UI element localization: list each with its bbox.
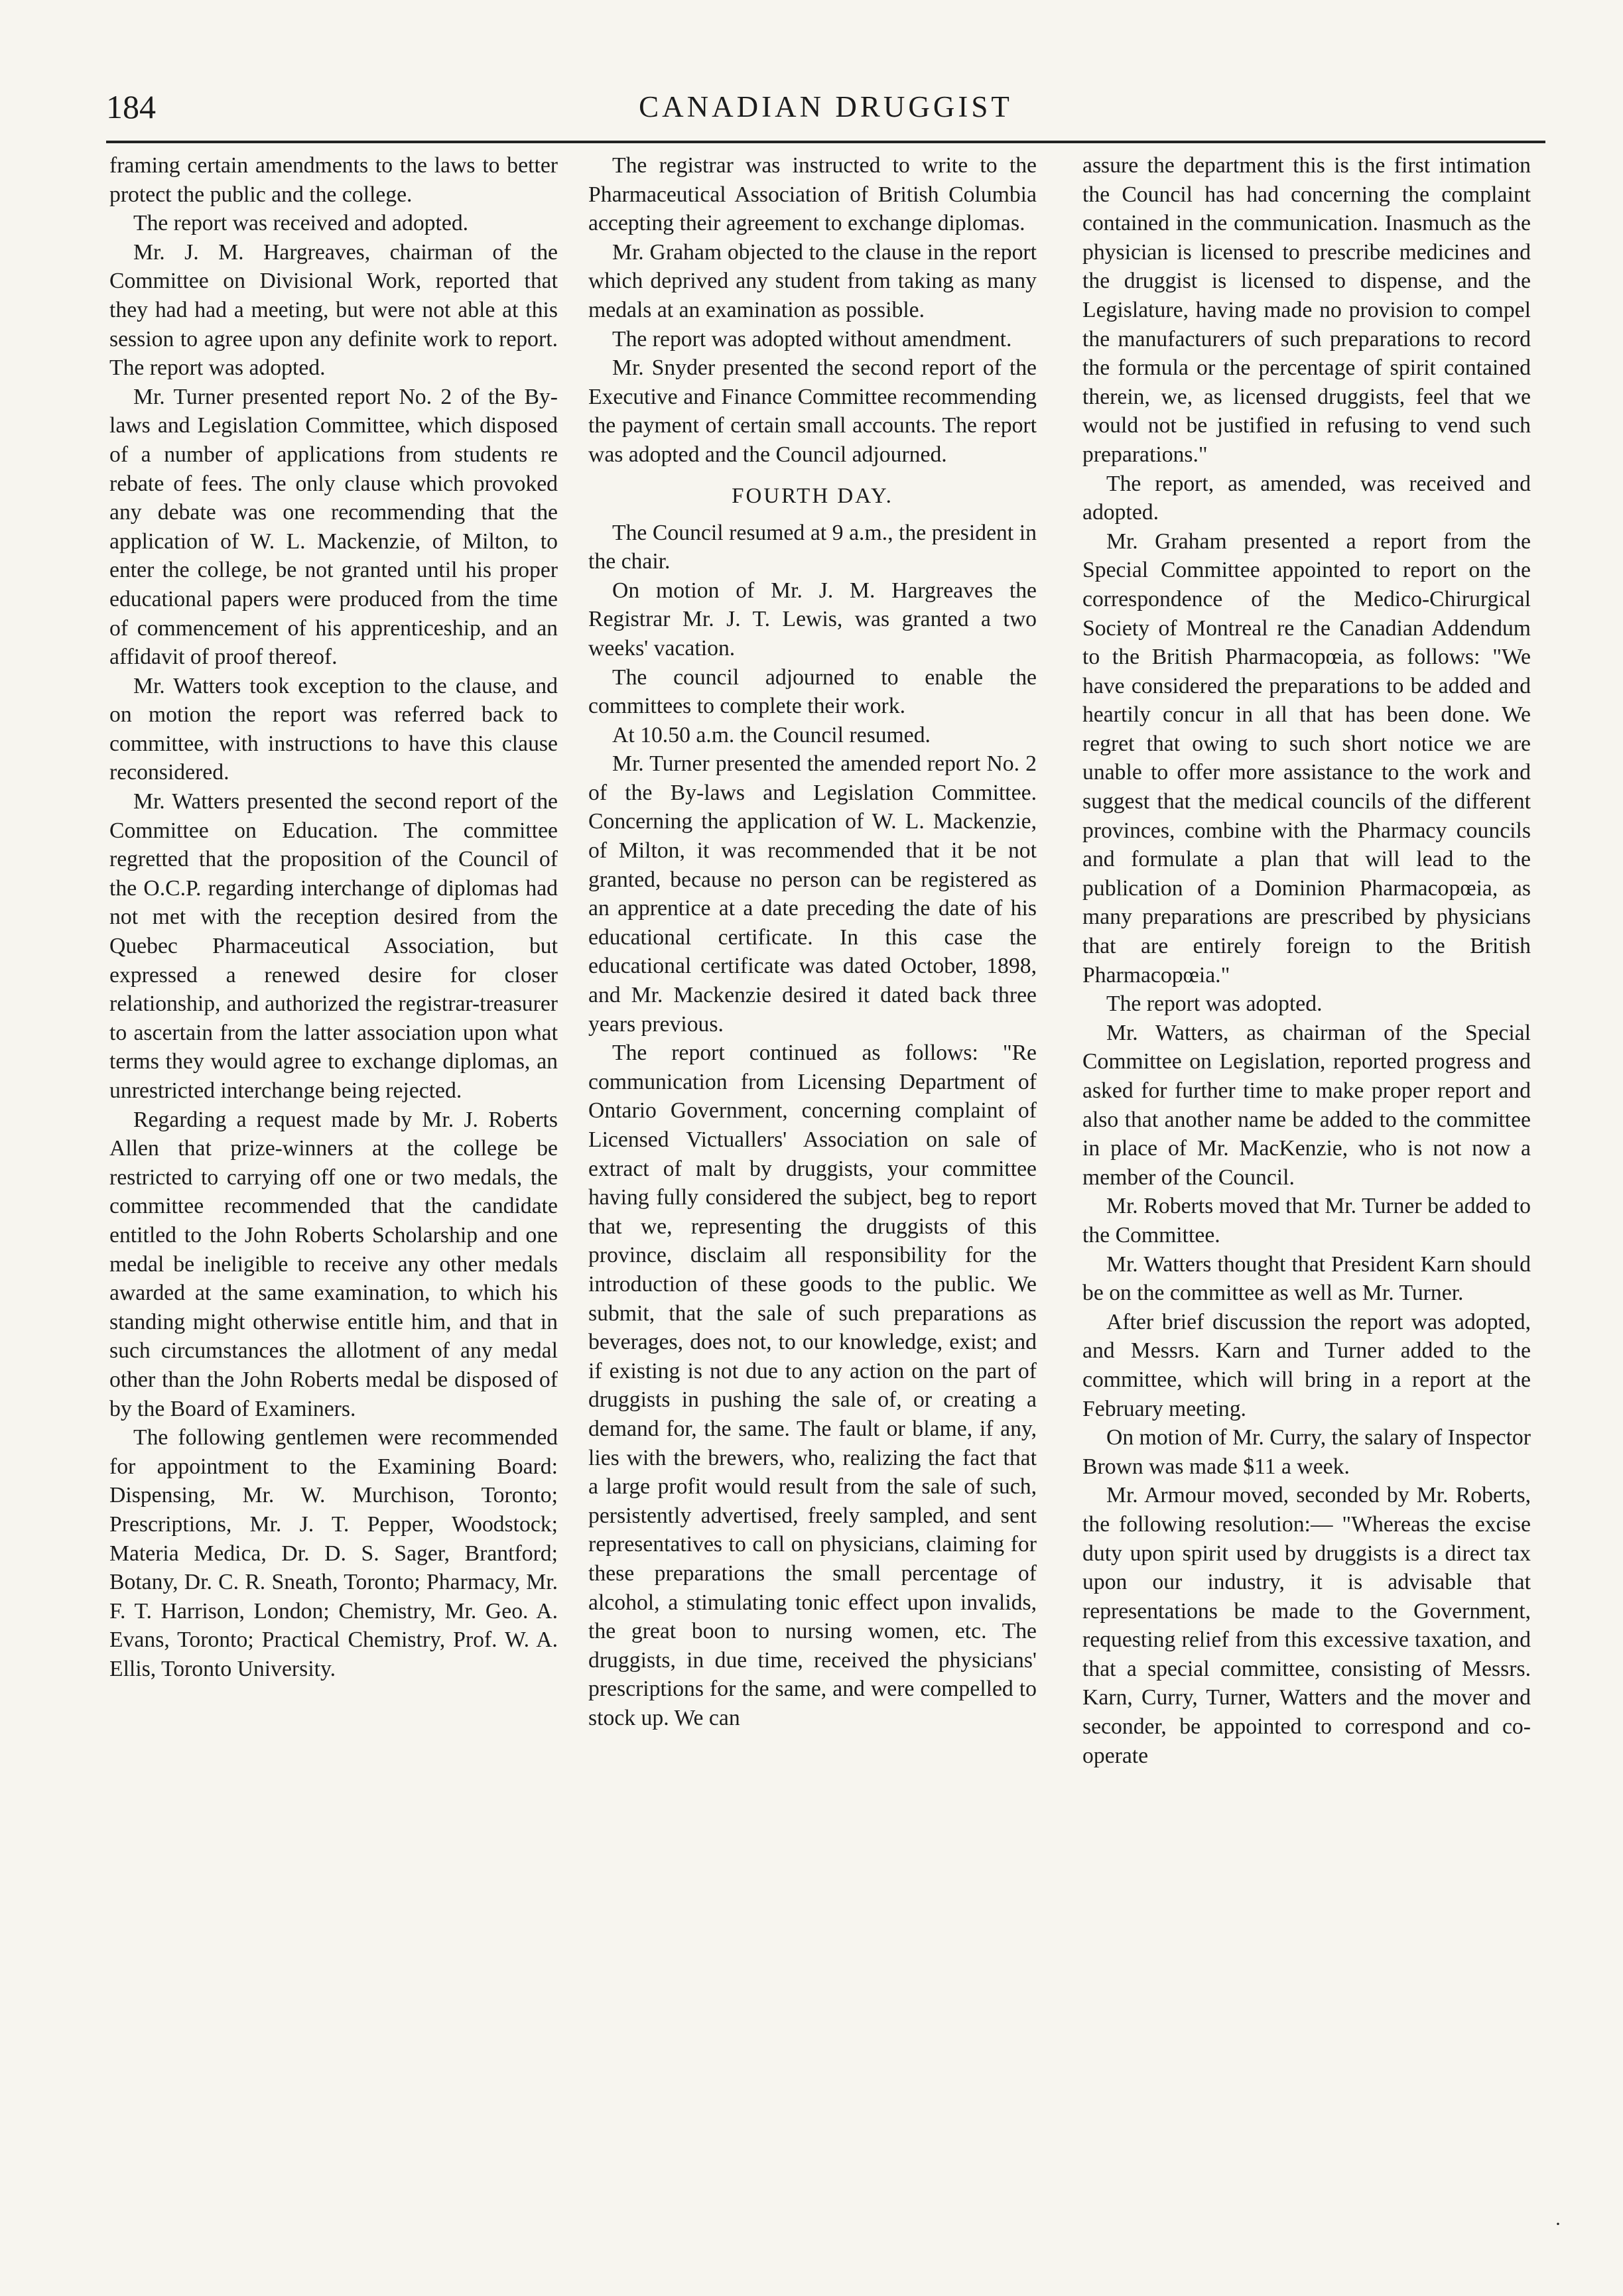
paragraph: Mr. Armour moved, seconded by Mr. Roberts, the following resolution:— "Whereas the excise duty upon spirit used by druggists is a direct tax upon our industry, it is advisable that representations be made to the Government, requesting relief from this excessive taxation, and that a special committee, consisting of Messrs. Karn, Curry, Turner, Watters and the mover and seconder, be appointed to correspond and co-operate [1082,1483,1531,1768]
paragraph: Mr. J. M. Hargreaves, chairman of the Committee on Divisional Work, reported that they had had a meeting, but were not able at this session to agree upon any definite work to report. The report was adopted. [109,239,558,381]
paragraph: The report was adopted without amendment. [612,326,1012,351]
paragraph: Mr. Watters thought that President Karn should be on the committee as well as Mr. Turner. [1082,1251,1531,1306]
paragraph: After brief discussion the report was adopted, and Messrs. Karn and Turner added to the committee, which will bring in a report at the February meeting. [1082,1309,1531,1421]
paragraph: The report was adopted. [1106,991,1323,1017]
paragraph: Mr. Watters took exception to the clause, and on motion the report was referred back to committee, with instructions to have this clause reconsidered. [109,673,558,785]
paragraph: The report continued as follows: "Re communication from Licensing Department of Ontario Government, concerning complaint of Licensed Victuallers' Association on sale of extract of malt by druggists, your committee having fully considered the subject, beg to report that we, representing the druggists of this province, disclaim all responsibility for the introduction of these goods to the public. We submit, that the sale of such preparations as beverages, does not, to our knowledge, exist; and if existing is not due to any action on the part of druggists in pushing the sale of, or creating a demand for, the same. The fault or blame, if any, lies with the brewers, who, realizing the fact that a large profit would result from the sale of such, persistently advertised, freely sampled, and sent representatives to call on physicians, claiming for these preparations the small percentage of alcohol, a stimulating tonic effect upon invalids, the great boon to nursing women, etc. The druggists, in due time, received the physicians' prescriptions for the same, and were compelled to stock up. We can [588,1041,1037,1730]
paragraph: On motion of Mr. J. M. Hargreaves the Registrar Mr. J. T. Lewis, was granted a two weeks' vacation. [588,578,1037,661]
paragraph: On motion of Mr. Curry, the salary of Inspector Brown was made $11 a week. [1082,1425,1531,1479]
paragraph: assure the department this is the first intimation the Council has had concerning the complaint contained in the communication. Inasmuch as the physician is licensed to prescribe medicines and the druggist is licensed to dispense, and the Legislature, having made no provision to compel the manufacturers of such preparations to record the formula or the percentage of spirit contained therein, we, as licensed druggists, feel that we would not be justified in refusing to vend such preparations." [1082,153,1531,467]
paragraph: Mr. Graham presented a report from the Special Committee appointed to report on the correspondence of the Medico-Chirurgical Society of Montreal re the Canadian Addendum to the British Pharmacopœia, as follows: "We have considered the preparations to be added and heartily concur in all that has been done. We regret that owing to such short notice we are unable to offer more assistance to the work and suggest that the medical councils of the different provinces, combine with the Pharmacy councils and formulate a plan that will lead to the publication of a Dominion Pharmacopœia, as many preparations are prescribed by physicians that are entirely foreign to the British Pharmacopœia." [1082,529,1531,988]
paragraph: Mr. Snyder presented the second report of the Executive and Finance Committee recommending the payment of certain small accounts. The report was adopted and the Council adjourned. [588,355,1037,467]
paragraph: Mr. Watters presented the second report of the Committee on Education. The committee regretted that the proposition of the Council of the O.C.P. regarding interchange of diplomas had not met with the reception desired from the Quebec Pharmaceutical Association, but expressed a renewed desire for closer relationship, and authorized the registrar-treasurer to ascertain from the latter association upon what terms they would agree to exchange diplomas, an unrestricted interchange being rejected. [109,789,558,1103]
paragraph: Mr. Graham objected to the clause in the report which deprived any student from taking as many medals at an examination as possible. [588,239,1037,322]
paragraph: The registrar was instructed to write to the Pharmaceutical Association of British Columbia accepting their agreement to exchange diplomas. [588,153,1037,236]
paragraph: Mr. Turner presented report No. 2 of the By-laws and Legislation Committee, which disposed of a number of applications from students re rebate of fees. The only clause which provoked any debate was one recommending that the application of W. L. Mackenzie, of Milton, to enter the college, be not granted until his proper educational papers were produced from the time of commencement of his apprenticeship, and an affidavit of proof thereof. [109,384,558,670]
paragraph: The council adjourned to enable the committees to complete their work. [588,665,1037,719]
paragraph: Mr. Watters, as chairman of the Special Committee on Legislation, reported progress and asked for further time to make proper report and also that another name be added to the committee in place of Mr. MacKenzie, who is not now a member of the Council. [1082,1020,1531,1190]
paragraph: The Council resumed at 9 a.m., the president in the chair. [588,520,1037,574]
paragraph: Regarding a request made by Mr. J. Roberts Allen that prize-winners at the college be restricted to carrying off one or two medals, the committee recommended that the candidate entitled to the John Roberts Scholarship and one medal be ineligible to receive any other medals awarded at the same examination, to which his standing might otherwise entitle him, and that in such circumstances the allotment of any medal other than the John Roberts medal be disposed of by the Board of Examiners. [109,1107,558,1421]
paragraph: The report was received and adopted. [133,211,469,236]
paragraph: At 10.50 a.m. the Council resumed. [612,722,931,747]
section-heading: FOURTH DAY. [732,483,893,508]
page-speck: · [1555,2213,1561,2235]
header-rule [106,141,1545,143]
column-1 [109,151,558,1683]
paragraph: The following gentlemen were recommended for appointment to the Examining Board: Dispensing, Mr. W. Murchison, Toronto; Prescriptions, Mr. J. T. Pepper, Woodstock; Materia Medica, Dr. D. S. Sager, Brantford; Botany, Dr. C. R. Sneath, Toronto; Pharmacy, Mr. F. T. Harrison, London; Chemistry, Mr. Geo. A. Evans, Toronto; Practical Chemistry, Prof. W. A. Ellis, Toronto University. [109,1425,558,1681]
paragraph: framing certain amendments to the laws to better protect the public and the college. [109,153,558,207]
column-3 [1082,151,1531,1770]
column-2 [588,151,1037,1732]
paragraph: The report, as amended, was received and adopted. [1082,471,1531,525]
paragraph: Mr. Turner presented the amended report No. 2 of the By-laws and Legislation Committee. Concerning the application of W. L. Mackenzie, of Milton, it was recommended that it be not granted, because no person can be registered as an apprentice at a date preceding the date of his educational certificate. In this case the educational certificate was dated October, 1898, and Mr. Mackenzie desired it dated back three years previous. [588,751,1037,1037]
page-number: 184 [106,88,156,125]
paragraph: Mr. Roberts moved that Mr. Turner be added to the Committee. [1082,1194,1531,1247]
page-header [106,84,1545,130]
running-head: CANADIAN DRUGGIST [639,90,1013,123]
